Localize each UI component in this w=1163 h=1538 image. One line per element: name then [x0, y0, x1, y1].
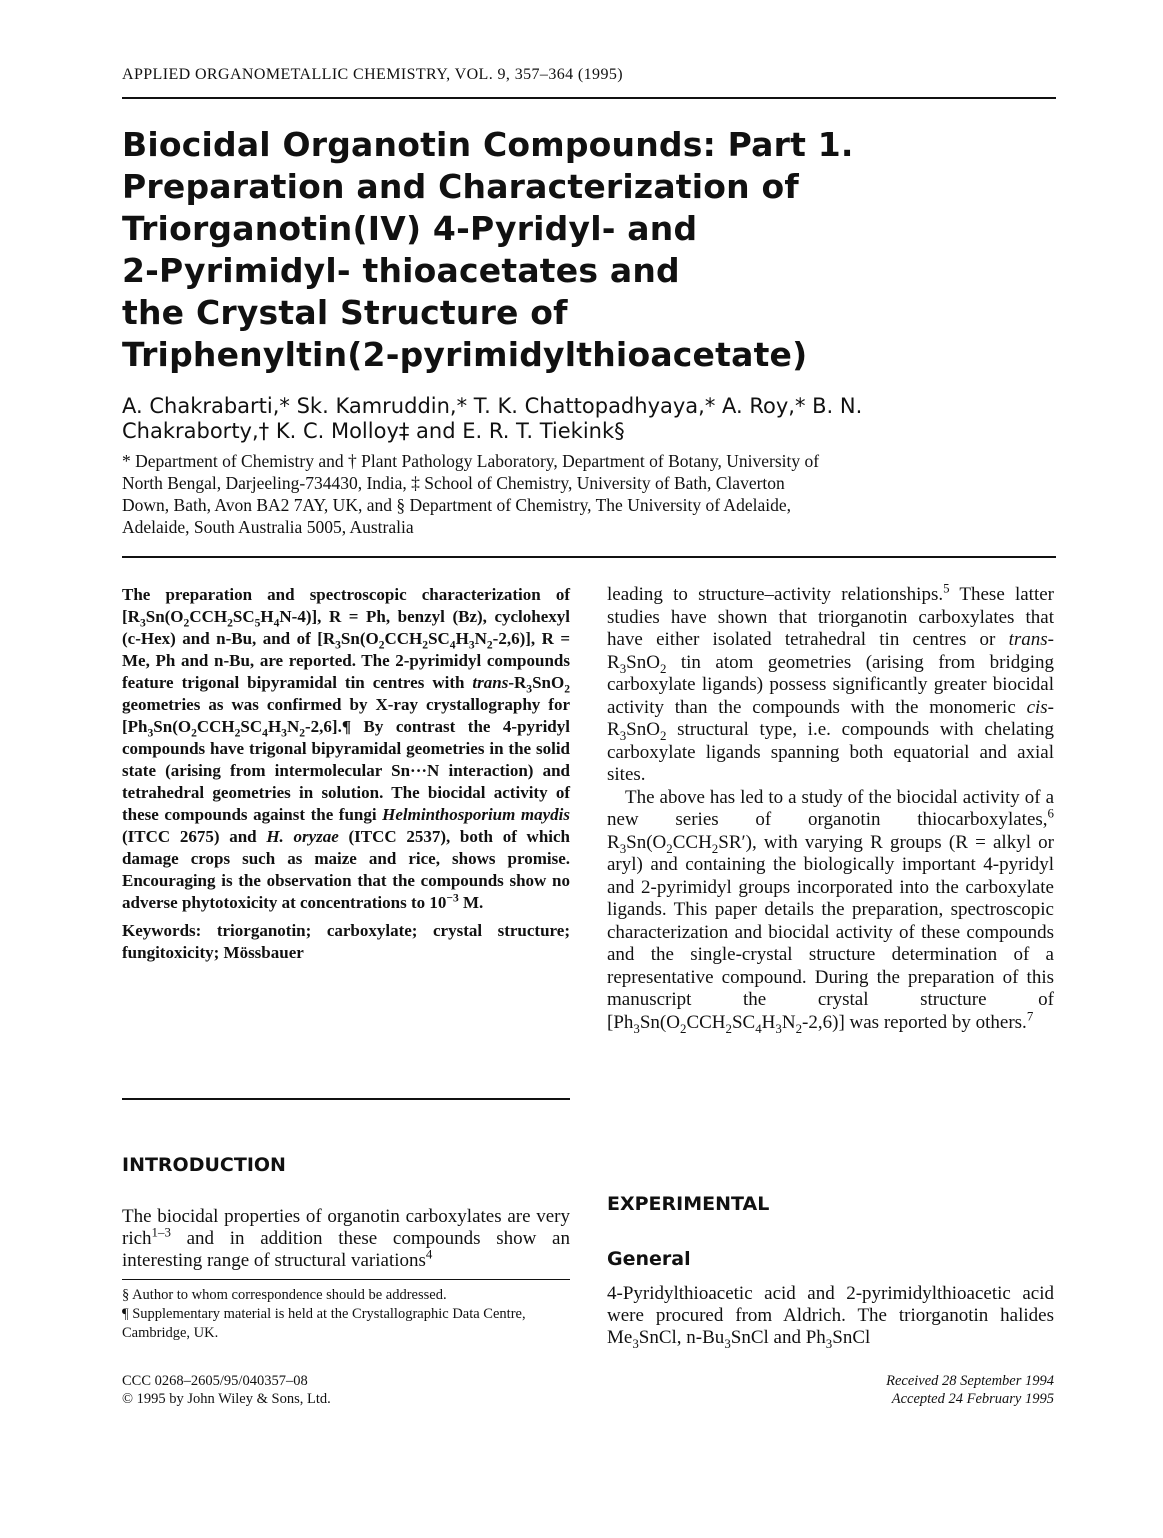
paragraph: leading to structure–activity relationships.$^5$ These latter studies have shown that triorganotin carboxylates that have either isolated tetrahedral tin centres or trans-$R_3SnO_2$ tin atom geometries (arising from bridging carboxylate ligands) possess significantly greater biocidal activity than the compounds with the monomeric cis-$R_3SnO_2$ structural type, i.e. compounds with chelating carboxylate ligands spanning both equatorial and axial sites. — [607, 580, 1054, 785]
author-list — [122, 394, 1062, 444]
accepted-date: Accepted 24 February 1995 — [891, 1391, 1054, 1407]
title-line: Triphenyltin(2-pyrimidylthioacetate) — [122, 335, 808, 374]
affiliations — [122, 450, 1062, 538]
header-rule — [122, 97, 1056, 99]
title-line: Preparation and Characterization of — [122, 167, 799, 206]
received-date: Received 28 September 1994 — [886, 1373, 1054, 1389]
title-line: Triorganotin(IV) 4-Pyridyl- and — [122, 209, 698, 248]
right-column-text — [607, 580, 1054, 1036]
experimental-text: 4-Pyridylthioacetic acid and 2-pyrimidylthioacetic acid were procured from Aldrich. The triorganotin halides $Me_3SnCl$, $n-Bu_3SnCl$ and $Ph_3SnCl$ — [607, 1283, 1054, 1351]
paragraph: The above has led to a study of the biocidal activity of a new series of organotin thiocarboxylates,$^6$ $R_3Sn(O_2CCH_2SR')$, with varying R groups (R = alkyl or aryl) and containing the biologically important 4-pyridyl and 2-pyrimidyl groups incorporated into the carboxylate ligands. This paper details the preparation, spectroscopic characterization and biocidal activity of these compounds and the single-crystal structure determination of a representative compound. During the preparation of this manuscript the crystal structure of $[Ph_3Sn(O_2CCH_2SC_4H_3N_2-2,6)]$ was reported by others.$^7$ — [607, 786, 1054, 1036]
abstract — [122, 584, 570, 964]
copyright-notice: © 1995 by John Wiley & Sons, Ltd. — [122, 1391, 331, 1407]
author-line: A. Chakrabarti,* Sk. Kamruddin,* T. K. Chattopadhyaya,* A. Roy,* B. N. — [122, 394, 863, 418]
affiliation-line: * Department of Chemistry and † Plant Pathology Laboratory, Department of Botany, University of — [122, 451, 820, 471]
affiliation-rule — [122, 556, 1056, 558]
footnote: § Author to whom correspondence should be addressed. — [122, 1287, 447, 1303]
section-heading-experimental: EXPERIMENTAL — [607, 1193, 770, 1215]
running-header: APPLIED ORGANOMETALLIC CHEMISTRY, VOL. 9, 357–364 (1995) — [122, 66, 623, 83]
abstract-text: The preparation and spectroscopic characterization of $[R_3Sn(O_2CCH_2SC_5H_4N-4)]$, R = Ph, benzyl (Bz), cyclohexyl (c-Hex) and n-Bu, and of $[R_3Sn(O_2CCH_2SC_4H_3N_2-2,6)]$, R = Me, Ph and n-Bu, are reported. The 2-pyrimidyl compounds feature trigonal bipyramidal tin centres with trans-$R_3SnO_2$ geometries as was confirmed by X-ray crystallography for [$Ph_3Sn(O_2CCH_2SC_4H_3N_2-2,6].\P$ By contrast the 4-pyridyl compounds have trigonal bipyramidal geometries in the solid state (arising from intermolecular Sn···N interaction) and tetrahedral geometries in solution. The biocidal activity of these compounds against the fungi Helminthosporium maydis (ITCC 2675) and H. oryzae (ITCC 2537), both of which damage crops such as maize and rice, shows promise. Encouraging is the observation that the compounds show no adverse phytotoxicity at concentrations to $10^{-3}$ M. — [122, 585, 571, 912]
footnote-rule — [122, 1279, 570, 1280]
introduction-text: The biocidal properties of organotin carboxylates are very rich$^{1-3}$ and in addition these compounds show an interesting range of structural variations$^4$ — [122, 1206, 570, 1271]
article-title — [122, 124, 1052, 376]
subsection-heading-general: General — [607, 1248, 691, 1270]
section-heading-introduction: INTRODUCTION — [122, 1154, 286, 1176]
keywords: Keywords: triorganotin; carboxylate; crystal structure; fungitoxicity; Mössbauer — [122, 921, 570, 962]
affiliation-line: North Bengal, Darjeeling-734430, India, ‡ School of Chemistry, University of Bath, Claverton — [122, 473, 785, 493]
affiliation-line: Down, Bath, Avon BA2 7AY, UK, and § Department of Chemistry, The University of Adelaide, — [122, 495, 791, 515]
title-line: Biocidal Organotin Compounds: Part 1. — [122, 125, 854, 164]
footnote: ¶ Supplementary material is held at the Crystallographic Data Centre, Cambridge, UK. — [122, 1306, 526, 1341]
footnotes — [122, 1286, 570, 1343]
title-line: the Crystal Structure of — [122, 293, 568, 332]
affiliation-line: Adelaide, South Australia 5005, Australia — [122, 517, 414, 537]
title-line: 2-Pyrimidyl- thioacetates and — [122, 251, 680, 290]
author-line: Chakraborty,† K. C. Molloy‡ and E. R. T. Tiekink§ — [122, 419, 625, 443]
abstract-rule — [122, 1098, 570, 1100]
copyright-block — [122, 1372, 570, 1408]
ccc-code: CCC 0268–2605/95/040357–08 — [122, 1373, 308, 1389]
received-dates — [700, 1372, 1054, 1408]
